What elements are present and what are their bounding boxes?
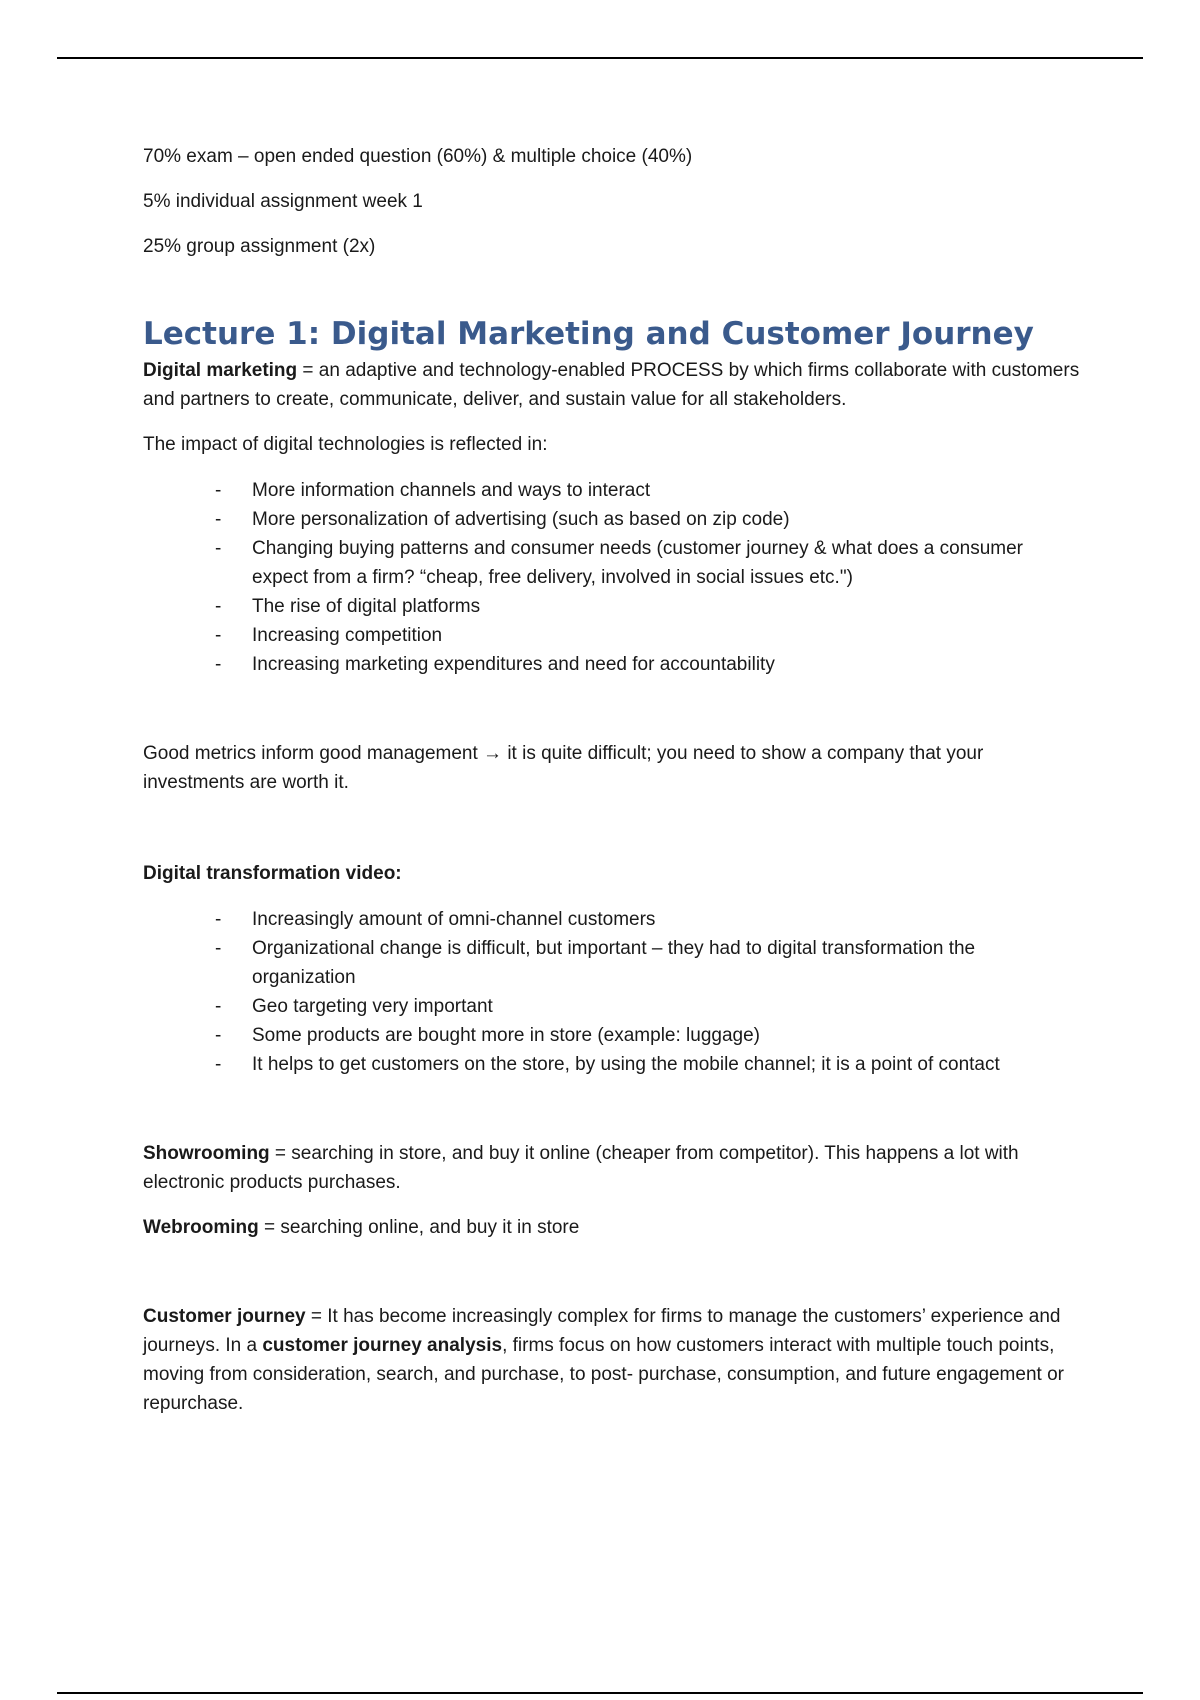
- lecture-title: Lecture 1: Digital Marketing and Customer Journey: [143, 316, 1034, 352]
- top-rule: [57, 57, 1143, 59]
- metrics-paragraph: Good metrics inform good management → it is quite difficult; you need to show a company that your investments are worth it.: [143, 743, 984, 793]
- digital-marketing-definition: [143, 356, 1083, 414]
- list-item: [143, 1050, 1083, 1079]
- list-item: [143, 650, 1083, 679]
- list-item-text: It helps to get customers on the store, by using the mobile channel; it is a point of contact: [252, 1054, 1000, 1075]
- bullet-dash: -: [215, 1025, 222, 1046]
- bullet-dash: -: [215, 625, 222, 646]
- list-item-text: Some products are bought more in store (example: luggage): [252, 1025, 760, 1046]
- list-item: [143, 905, 1083, 934]
- grading-line-3: 25% group assignment (2x): [143, 236, 376, 257]
- list-item: [143, 505, 1083, 534]
- customer-journey-term: Customer journey: [143, 1306, 306, 1327]
- impact-intro: The impact of digital technologies is reflected in:: [143, 434, 548, 455]
- showrooming-definition: [143, 1139, 1083, 1197]
- bullet-dash: -: [215, 1054, 222, 1075]
- list-item-text: More information channels and ways to interact: [252, 480, 651, 501]
- list-item-text: Changing buying patterns and consumer needs (customer journey & what does a consumer expect from a firm? “cheap, free delivery, involved in social issues etc."): [252, 538, 1023, 588]
- list-item: [143, 934, 1083, 992]
- video-heading-text: Digital transformation video:: [143, 863, 402, 884]
- list-item-text: Increasing marketing expenditures and need for accountability: [252, 654, 775, 675]
- list-item-text: Increasing competition: [252, 625, 443, 646]
- webrooming-definition: [143, 1213, 1083, 1242]
- video-list: [143, 905, 1083, 1079]
- impact-list: [143, 476, 1083, 679]
- bullet-dash: -: [215, 509, 222, 530]
- digital-marketing-term: Digital marketing: [143, 360, 298, 381]
- bullet-dash: -: [215, 480, 222, 501]
- webrooming-term: Webrooming: [143, 1217, 259, 1238]
- bullet-dash: -: [215, 996, 222, 1017]
- list-item: [143, 992, 1083, 1021]
- list-item: [143, 1021, 1083, 1050]
- webrooming-text: = searching online, and buy it in store: [258, 1217, 580, 1238]
- showrooming-term: Showrooming: [143, 1143, 270, 1164]
- bullet-dash: -: [215, 654, 222, 675]
- list-item-text: Organizational change is difficult, but important – they had to digital transformation the organization: [252, 938, 976, 988]
- list-item-text: The rise of digital platforms: [252, 596, 481, 617]
- grading-line-1: 70% exam – open ended question (60%) & multiple choice (40%): [143, 146, 693, 167]
- customer-journey-definition: [143, 1302, 1083, 1418]
- customer-journey-text-2: , firms focus on how customers interact with multiple touch points, moving from consideration, search, and purchase, to post- purchase, consumption, and future engagement or repurchase.: [143, 1335, 1064, 1414]
- bottom-rule: [57, 1692, 1143, 1694]
- grading-line-2: 5% individual assignment week 1: [143, 191, 423, 212]
- list-item-text: Increasingly amount of omni-channel customers: [252, 909, 656, 930]
- list-item: [143, 621, 1083, 650]
- document-body: [143, 142, 1083, 1418]
- list-item: [143, 476, 1083, 505]
- video-heading: [143, 859, 1083, 888]
- customer-journey-analysis-term: customer journey analysis: [262, 1335, 503, 1356]
- list-item-text: Geo targeting very important: [252, 996, 493, 1017]
- showrooming-text: = searching in store, and buy it online (cheaper from competitor). This happens a lot with electronic products purchases.: [143, 1143, 1019, 1193]
- digital-marketing-text: = an adaptive and technology-enabled PROCESS by which firms collaborate with customers and partners to create, communicate, deliver, and sustain value for all stakeholders.: [143, 360, 1080, 410]
- bullet-dash: -: [215, 938, 222, 959]
- list-item-text: More personalization of advertising (such as based on zip code): [252, 509, 790, 530]
- list-item: [143, 592, 1083, 621]
- list-item: [143, 534, 1083, 592]
- bullet-dash: -: [215, 596, 222, 617]
- customer-journey-text-1: = It has become increasingly complex for firms to manage the customers’ experience and journeys. In a: [143, 1306, 1061, 1356]
- bullet-dash: -: [215, 909, 222, 930]
- bullet-dash: -: [215, 538, 222, 559]
